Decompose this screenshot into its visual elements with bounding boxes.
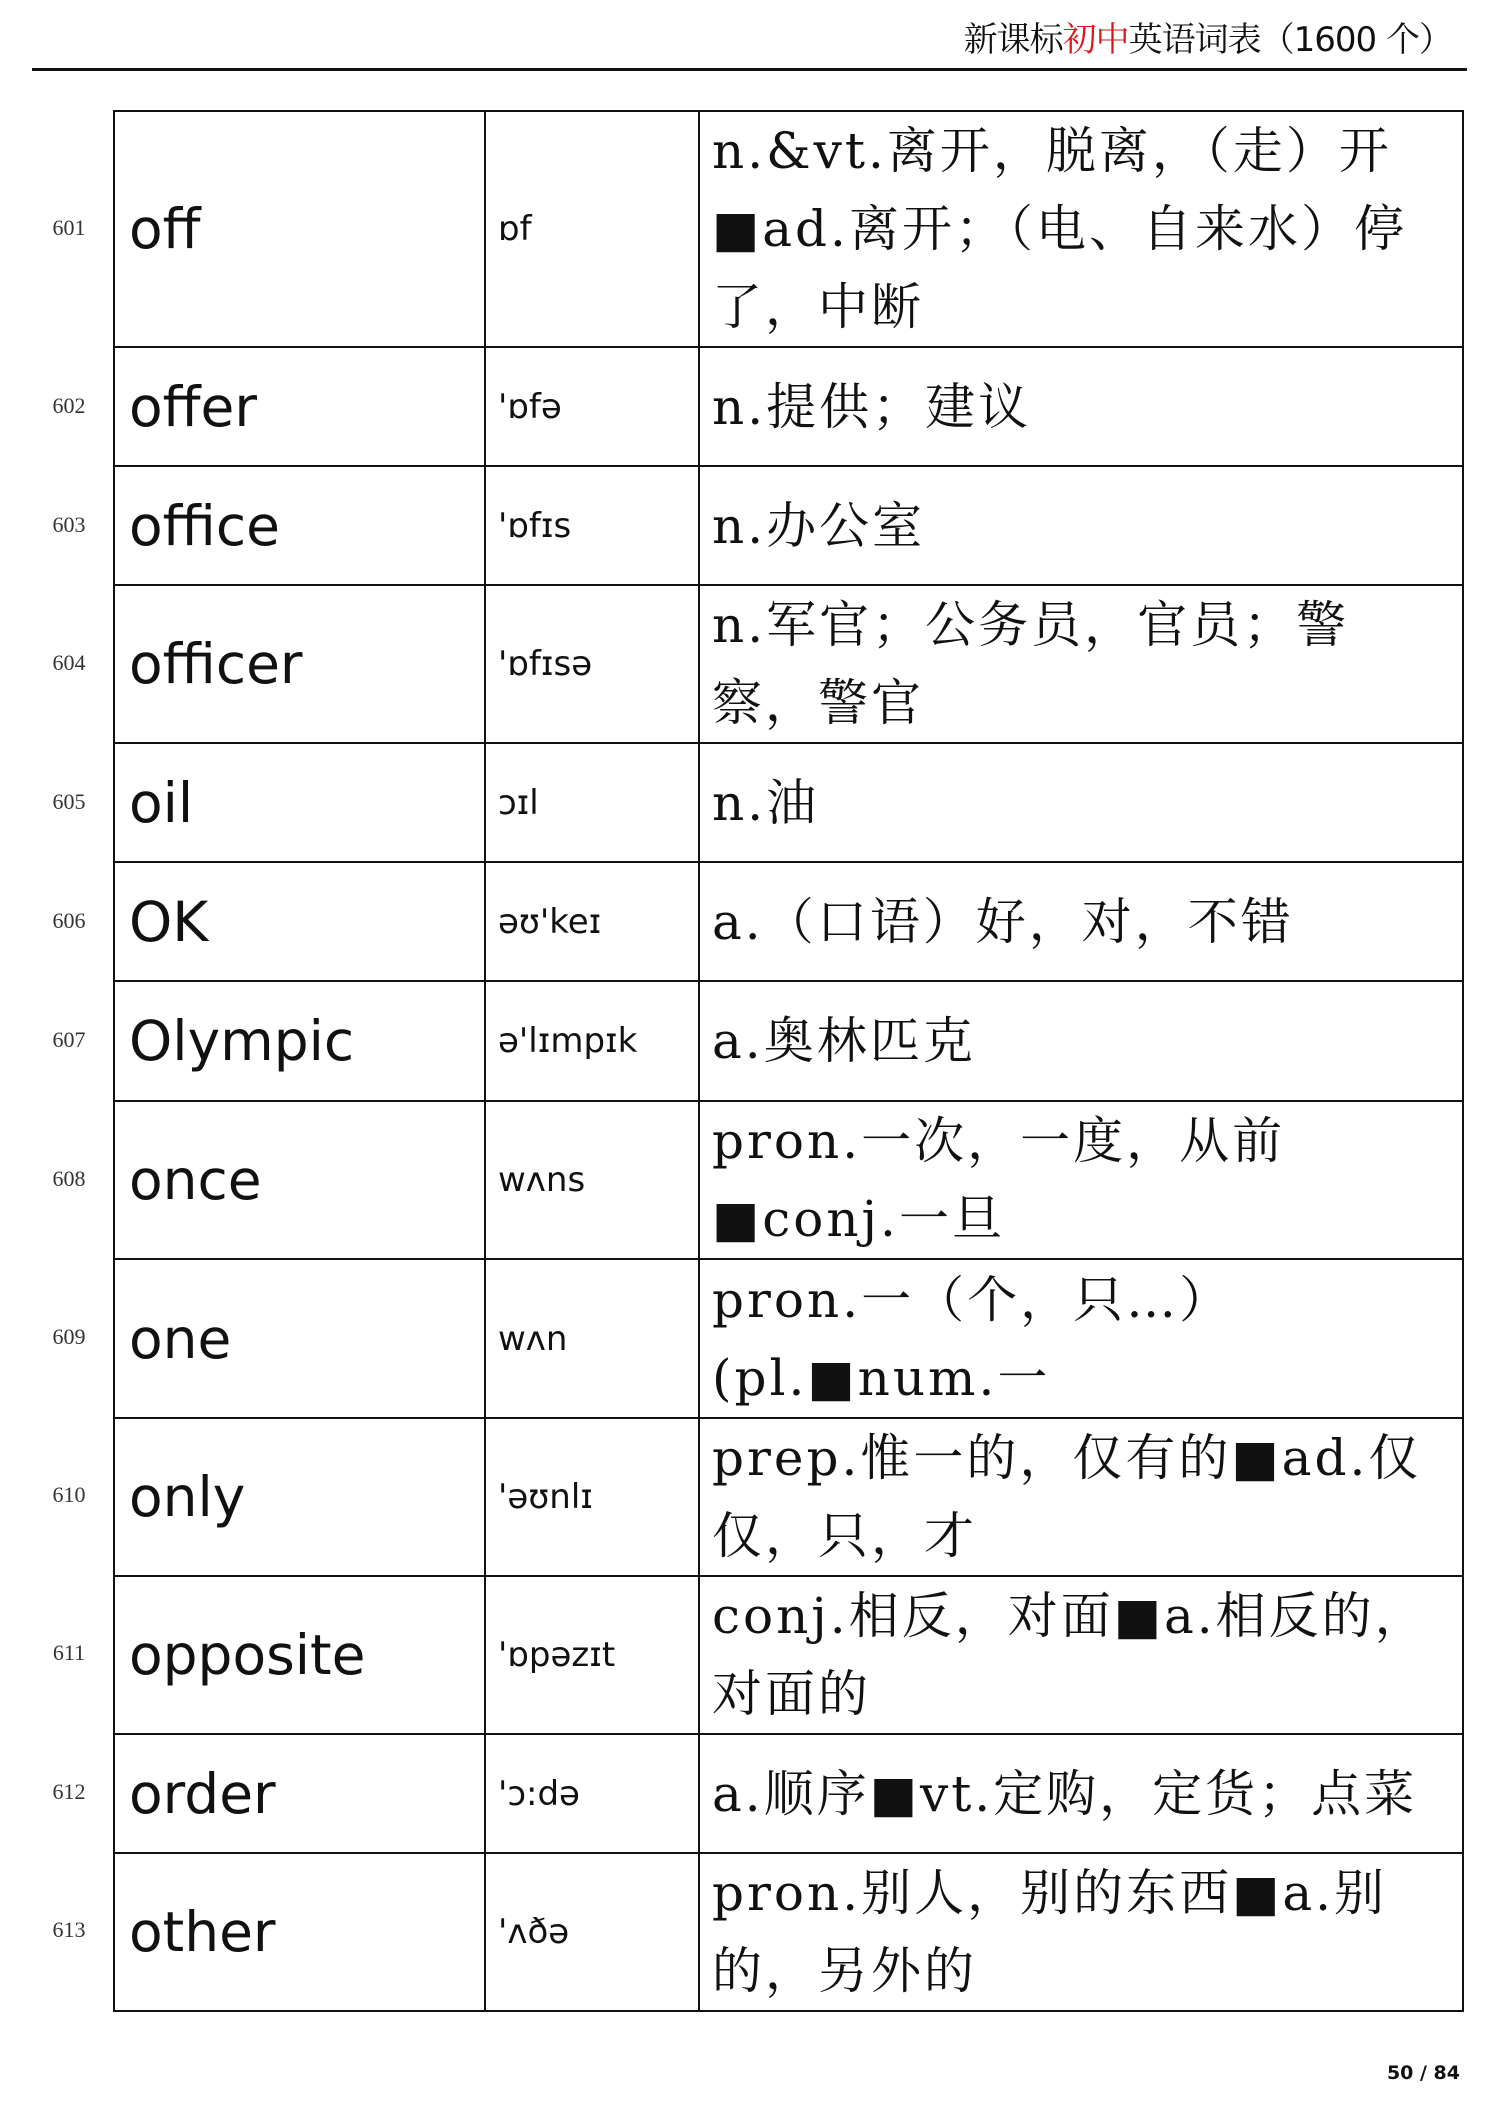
- row-number: 604: [52, 650, 86, 675]
- row-number: 608: [52, 1165, 86, 1191]
- row-number: 611: [52, 1640, 86, 1665]
- definition: a.顺序■vt.定购，定货；点菜: [699, 1734, 1463, 1853]
- table-row: [114, 1418, 1463, 1576]
- table-row: [114, 862, 1463, 981]
- row-number: 606: [52, 907, 86, 933]
- definition: a.奥林匹克: [699, 981, 1463, 1101]
- word: off: [114, 111, 485, 347]
- word: one: [114, 1259, 485, 1418]
- row-number: 601: [52, 215, 86, 240]
- phonetic: ə'lɪmpɪk: [485, 981, 699, 1101]
- definition: pron.别人，别的东西■a.别的，另外的: [699, 1853, 1463, 2011]
- title-part: 新课标: [963, 20, 1063, 60]
- row-number: 603: [52, 511, 86, 537]
- row-number: 613: [52, 1917, 86, 1942]
- phonetic: 'ɒfɪsə: [485, 585, 699, 743]
- row-number: 609: [52, 1323, 86, 1349]
- word: OK: [114, 862, 485, 981]
- definition: n.&vt.离开，脱离，（走）开■ad.离开；（电、自来水）停了，中断: [699, 111, 1463, 347]
- title-part: 英语词表（1600 个）: [1128, 20, 1452, 60]
- phonetic: ɒf: [485, 111, 699, 347]
- title-highlight: 初中: [1062, 20, 1129, 60]
- definition: prep.惟一的，仅有的■ad.仅仅，只，才: [699, 1418, 1463, 1576]
- table-row: [114, 1853, 1463, 2011]
- vocabulary-table: [113, 110, 1464, 2012]
- row-number: 602: [52, 392, 86, 418]
- word: officer: [114, 585, 485, 743]
- table-row: [114, 1101, 1463, 1259]
- table-row: [114, 1259, 1463, 1418]
- definition: pron.一次，一度，从前■conj.一旦: [699, 1101, 1463, 1259]
- word: offer: [114, 347, 485, 466]
- phonetic: wʌn: [485, 1259, 699, 1418]
- word: other: [114, 1853, 485, 2011]
- definition: n.军官；公务员，官员；警察，警官: [699, 585, 1463, 743]
- definition: pron.一（个，只…）(pl.■num.一: [699, 1259, 1463, 1418]
- document-title: [964, 12, 1452, 61]
- table-row: [114, 981, 1463, 1101]
- table-row: [114, 1734, 1463, 1853]
- word: once: [114, 1101, 485, 1259]
- row-number: 607: [52, 1027, 86, 1052]
- phonetic: 'əʊnlɪ: [485, 1418, 699, 1576]
- table-row: [114, 347, 1463, 466]
- definition: n.办公室: [699, 466, 1463, 585]
- phonetic: 'ɒpəzɪt: [485, 1576, 699, 1734]
- table-row: [114, 1576, 1463, 1734]
- definition: n.油: [699, 743, 1463, 862]
- word: oil: [114, 743, 485, 862]
- word: Olympic: [114, 981, 485, 1101]
- word: office: [114, 466, 485, 585]
- table-row: [114, 111, 1463, 347]
- table-row: [114, 743, 1463, 862]
- page-number: 50 / 84: [1386, 2062, 1460, 2084]
- word: only: [114, 1418, 485, 1576]
- definition: conj.相反，对面■a.相反的，对面的: [699, 1576, 1463, 1734]
- word: opposite: [114, 1576, 485, 1734]
- row-number: 612: [52, 1778, 86, 1804]
- phonetic: wʌns: [485, 1101, 699, 1259]
- phonetic: əʊ'keɪ: [485, 862, 699, 981]
- phonetic: ɔɪl: [485, 743, 699, 862]
- definition: n.提供；建议: [699, 347, 1463, 466]
- table-row: [114, 585, 1463, 743]
- word: order: [114, 1734, 485, 1853]
- phonetic: 'ɒfɪs: [485, 466, 699, 585]
- table-row: [114, 466, 1463, 585]
- phonetic: 'ɔ:də: [485, 1734, 699, 1853]
- definition: a.（口语）好，对，不错: [699, 862, 1463, 981]
- row-number: 610: [52, 1482, 86, 1507]
- phonetic: 'ɒfə: [485, 347, 699, 466]
- header-rule: [32, 68, 1467, 71]
- phonetic: 'ʌðə: [485, 1853, 699, 2011]
- row-number: 605: [52, 788, 86, 814]
